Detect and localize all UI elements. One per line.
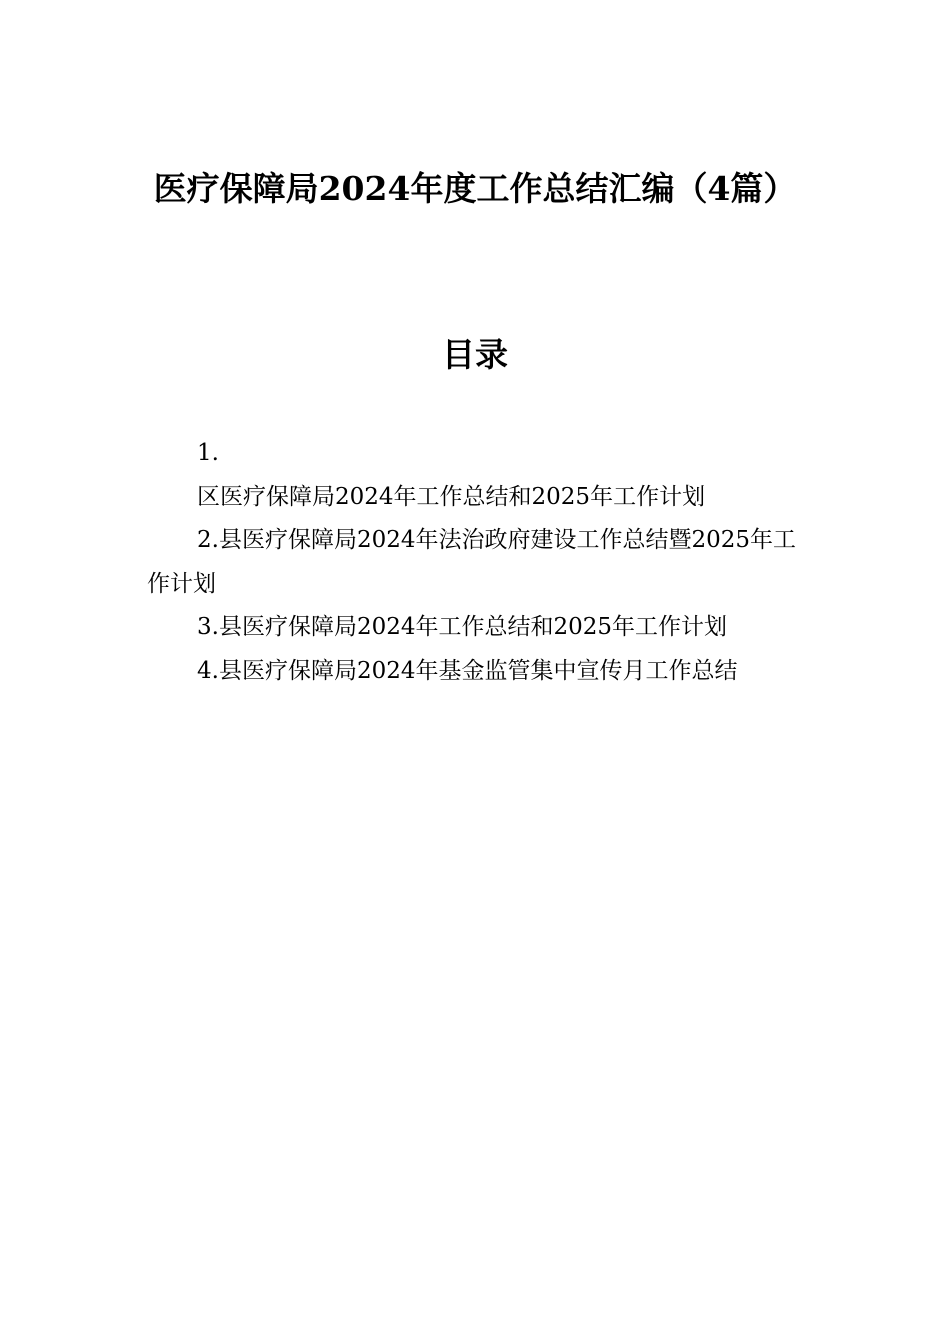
toc-item	[147, 519, 809, 606]
toc-item	[147, 606, 809, 650]
table-of-contents-heading: 目录	[442, 335, 508, 374]
toc-item	[147, 650, 809, 694]
toc-item-number: 4.	[197, 657, 219, 684]
toc-item-text: 县医疗保障局2024年基金监管集中宣传月工作总结	[218, 657, 738, 684]
table-of-contents	[147, 432, 809, 693]
toc-item-number: 1.	[197, 440, 219, 466]
toc-item-text: 区医疗保障局2024年工作总结和2025年工作计划	[197, 483, 706, 510]
toc-item-number: 3.	[197, 614, 219, 640]
document-title: 医疗保障局2024年度工作总结汇编（4篇）	[153, 169, 797, 208]
toc-item-text: 县医疗保障局2024年法治政府建设工作总结暨2025年工作计划	[147, 527, 797, 597]
toc-item	[147, 432, 809, 519]
toc-item-text: 县医疗保障局2024年工作总结和2025年工作计划	[218, 614, 728, 640]
toc-item-number: 2.	[197, 527, 219, 553]
